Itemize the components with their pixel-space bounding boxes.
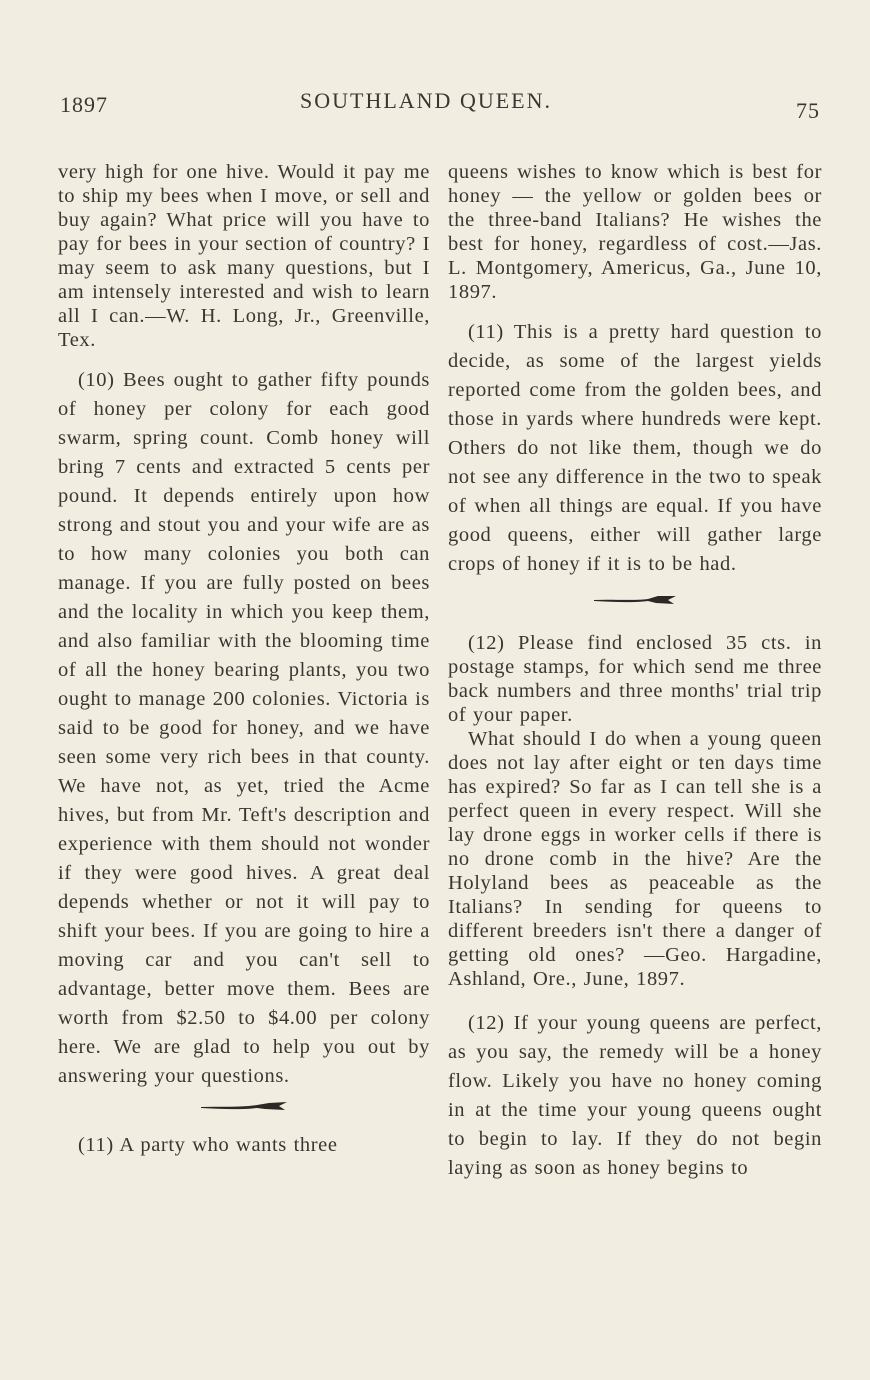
paragraph-answer-12: (12) If your young queens are perfect, as you say, the remedy will be a honey flow. Likely you have no honey coming in at the time your young queens ought to begin to lay. If they do not begin laying as soon as honey begins to: [448, 1012, 822, 1179]
right-column: [448, 160, 822, 1183]
section-divider-ornament: [592, 593, 678, 607]
paragraph-question-12-continued: What should I do when a young queen does not lay after eight or ten days time has expired? So far as I can tell she is a perfect queen in every respect. Will she lay drone eggs in worker cells if there is no drone comb in the hive? Are the Holyland bees as peaceable as the Italians? In sending for queens to different breeders isn't there a danger of getting old ones? —Geo. Hargadine, Ashland, Ore., June, 1897.: [448, 728, 822, 990]
paragraph-question-12: (12) Please find enclosed 35 cts. in postage stamps, for which send me three back numbers and three months' trial trip of your paper.: [448, 632, 822, 726]
paragraph-answer-11: (11) This is a pretty hard question to decide, as some of the largest yields reported come from the golden bees, and those in yards where hundreds were kept. Others do not like them, though we do not see any difference in the two to speak of when all things are equal. If you have good queens, either will gather large crops of honey if it is to be had.: [448, 321, 822, 575]
running-header: [60, 88, 820, 122]
header-year: 1897: [60, 92, 108, 117]
header-title: SOUTHLAND QUEEN.: [300, 88, 552, 113]
paragraph-question-11-start: (11) A party who wants three: [78, 1134, 338, 1156]
paragraph-letter-continued: very high for one hive. Would it pay me to ship my bees when I move, or sell and buy again? What price will you have to pay for bees in your section of country? I may seem to ask many questions, but I am intensely interested and wish to learn all I can.—W. H. Long, Jr., Greenville, Tex.: [58, 161, 430, 351]
paragraph-question-11-continued: queens wishes to know which is best for honey — the yellow or golden bees or the three-band Italians? He wishes the best for honey, regardless of cost.—Jas. L. Montgomery, Americus, Ga., June 10, 1897.: [448, 161, 822, 303]
section-divider-ornament: [199, 1099, 289, 1113]
left-column: [58, 160, 430, 1160]
paragraph-answer-10: (10) Bees ought to gather fifty pounds of honey per colony for each good swarm, spring count. Comb honey will bring 7 cents and extracted 5 cents per pound. It depends entirely upon how strong and stout you and your wife are as to how many colonies you both can manage. If you are fully posted on bees and the locality in which you keep them, and also familiar with the blooming time of all the honey bearing plants, you two ought to manage 200 colonies. Victoria is said to be good for honey, and we have seen some very rich bees in that county. We have not, as yet, tried the Acme hives, but from Mr. Teft's description and experience with them should not wonder if they were good hives. A great deal depends whether or not it will pay to shift your bees. If you are going to hire a moving car and you can't sell to advantage, better move them. Bees are worth from $2.50 to $4.00 per colony here. We are glad to help you out by answering your questions.: [58, 369, 430, 1087]
page-number: 75: [796, 98, 820, 123]
